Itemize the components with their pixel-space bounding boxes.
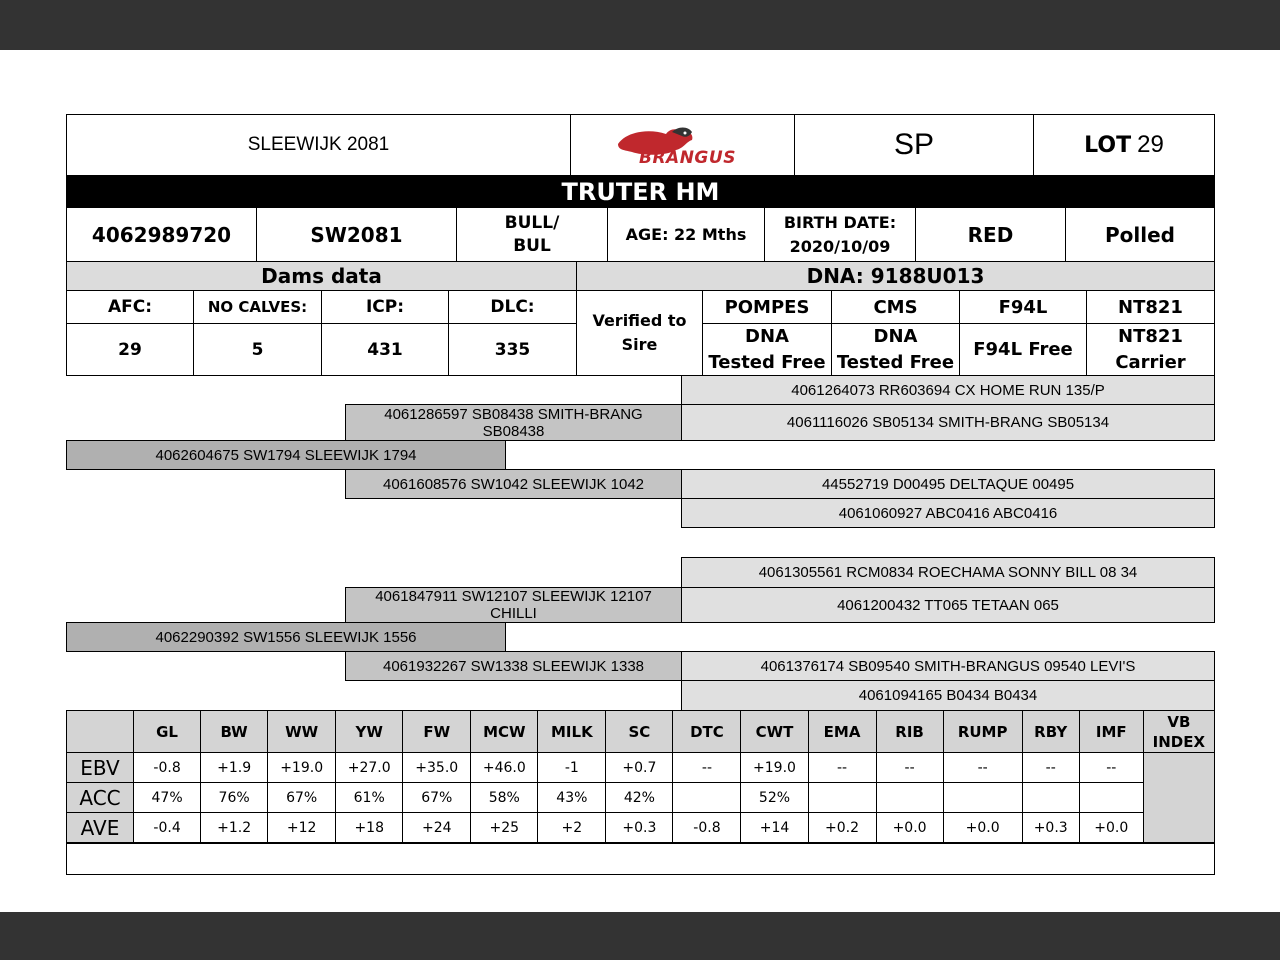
dna-test-name: POMPES [702, 290, 832, 324]
ebv-cell: +19.0 [741, 753, 808, 783]
ave-cell: +18 [336, 813, 403, 843]
acc-cell: 76% [201, 783, 268, 813]
ebv-cell: +0.7 [606, 753, 673, 783]
ebv-cell: -- [943, 753, 1022, 783]
acc-cell: 67% [268, 783, 336, 813]
ave-cell: +0.2 [808, 813, 876, 843]
ebv-col-header: IMF [1079, 711, 1143, 753]
acc-cell: 43% [538, 783, 606, 813]
ebv-col-header: MILK [538, 711, 606, 753]
dna-test-name: F94L [959, 290, 1087, 324]
ave-cell: +0.3 [606, 813, 673, 843]
acc-cell: 67% [403, 783, 471, 813]
vb-index-cell [1143, 753, 1214, 843]
ebv-cell: +19.0 [268, 753, 336, 783]
pedigree-sire: 4062604675 SW1794 SLEEWIJK 1794 [66, 440, 506, 470]
animal-horn: Polled [1065, 207, 1215, 262]
brangus-logo-text: BRANGUS [639, 148, 736, 168]
dna-test-result: DNA Tested Free [702, 323, 832, 376]
ebv-col-header-vb-index: VB INDEX [1143, 711, 1214, 753]
dna-test-result: NT821 Carrier [1086, 323, 1215, 376]
pedigree-sire-sire-sire: 4061264073 RR603694 CX HOME RUN 135/P [681, 375, 1215, 405]
acc-cell: 61% [336, 783, 403, 813]
pedigree-dam-sire-dam: 4061200432 TT065 TETAAN 065 [681, 587, 1215, 623]
ebv-cell: +35.0 [403, 753, 471, 783]
animal-age: AGE: 22 Mths [607, 207, 765, 262]
afc-value: 29 [66, 323, 194, 376]
ebv-row [67, 753, 1215, 783]
lot-label: LOT [1084, 132, 1132, 158]
lot-number: 29 [1137, 131, 1164, 158]
afc-label: AFC: [66, 290, 194, 324]
ave-cell: +12 [268, 813, 336, 843]
ebv-cell: -0.8 [134, 753, 201, 783]
pedigree-sire-sire: 4061286597 SB08438 SMITH-BRANG SB08438 [345, 404, 682, 441]
ebv-col-header: RBY [1022, 711, 1079, 753]
ebv-col-header: DTC [673, 711, 741, 753]
dlc-label: DLC: [448, 290, 577, 324]
ebv-col-header: RIB [876, 711, 943, 753]
ebv-col-header: RUMP [943, 711, 1022, 753]
acc-cell [943, 783, 1022, 813]
ave-cell: +0.0 [876, 813, 943, 843]
pedigree-sire-sire-dam: 4061116026 SB05134 SMITH-BRANG SB05134 [681, 404, 1215, 441]
notes-row [66, 843, 1215, 875]
ave-row [67, 813, 1215, 843]
calves-value: 5 [193, 323, 322, 376]
ave-cell: +1.2 [201, 813, 268, 843]
acc-row-label: ACC [67, 783, 134, 813]
calves-label: NO CALVES: [193, 290, 322, 324]
acc-cell: 42% [606, 783, 673, 813]
ebv-cell: -- [1079, 753, 1143, 783]
ebv-cell: +1.9 [201, 753, 268, 783]
ave-cell: +0.0 [1079, 813, 1143, 843]
animal-sex: BULL/ BUL [456, 207, 608, 262]
pedigree-dam-sire: 4061847911 SW12107 SLEEWIJK 12107 CHILLI [345, 587, 682, 623]
ebv-cell: -1 [538, 753, 606, 783]
ave-cell: +24 [403, 813, 471, 843]
ave-cell: +2 [538, 813, 606, 843]
animal-name: SLEEWIJK 2081 [66, 114, 571, 176]
ebv-col-header: EMA [808, 711, 876, 753]
ebv-col-header: MCW [471, 711, 538, 753]
animal-colour: RED [915, 207, 1066, 262]
pedigree-dam-dam: 4061932267 SW1338 SLEEWIJK 1338 [345, 651, 682, 681]
dlc-value: 335 [448, 323, 577, 376]
pedigree-dam: 4062290392 SW1556 SLEEWIJK 1556 [66, 622, 506, 652]
ave-cell: -0.8 [673, 813, 741, 843]
ave-cell: -0.4 [134, 813, 201, 843]
acc-cell [1022, 783, 1079, 813]
pedigree-sire-dam: 4061608576 SW1042 SLEEWIJK 1042 [345, 469, 682, 499]
acc-row [67, 783, 1215, 813]
acc-cell: 58% [471, 783, 538, 813]
acc-cell [673, 783, 741, 813]
acc-cell: 47% [134, 783, 201, 813]
ebv-cell: -- [808, 753, 876, 783]
acc-cell [808, 783, 876, 813]
ebv-row-label: EBV [67, 753, 134, 783]
icp-value: 431 [321, 323, 449, 376]
lot [1033, 114, 1215, 176]
dna-test-name: NT821 [1086, 290, 1215, 324]
dna-title: DNA: 9188U013 [576, 261, 1215, 291]
icp-label: ICP: [321, 290, 449, 324]
ebv-col-header: FW [403, 711, 471, 753]
ebv-col-header: BW [201, 711, 268, 753]
pedigree-dam-dam-sire: 4061376174 SB09540 SMITH-BRANGUS 09540 LEVI'S [681, 651, 1215, 681]
ebv-col-header: SC [606, 711, 673, 753]
ebv-col-header: YW [336, 711, 403, 753]
ebv-cell: -- [673, 753, 741, 783]
ebv-cell: -- [876, 753, 943, 783]
ave-cell: +25 [471, 813, 538, 843]
ebv-header-row [67, 711, 1215, 753]
ebv-cell: -- [1022, 753, 1079, 783]
bottom-dark-bar [0, 912, 1280, 960]
top-dark-bar [0, 0, 1280, 50]
ave-cell: +14 [741, 813, 808, 843]
animal-tag: SW2081 [256, 207, 457, 262]
dna-test-result: F94L Free [959, 323, 1087, 376]
dams-title: Dams data [66, 261, 577, 291]
ave-row-label: AVE [67, 813, 134, 843]
brangus-logo [570, 114, 795, 176]
dna-test-result: DNA Tested Free [831, 323, 960, 376]
pedigree-sire-dam-sire: 44552719 D00495 DELTAQUE 00495 [681, 469, 1215, 499]
acc-cell: 52% [741, 783, 808, 813]
birth-date: BIRTH DATE: 2020/10/09 [764, 207, 916, 262]
dna-test-name: CMS [831, 290, 960, 324]
pedigree-dam-dam-dam: 4061094165 B0434 B0434 [681, 680, 1215, 711]
pedigree-dam-sire-sire: 4061305561 RCM0834 ROECHAMA SONNY BILL 08 34 [681, 557, 1215, 588]
pedigree-sire-dam-dam: 4061060927 ABC0416 ABC0416 [681, 498, 1215, 528]
ebv-col-header: WW [268, 711, 336, 753]
verified-to-sire: Verified to Sire [576, 290, 703, 376]
acc-cell [876, 783, 943, 813]
ebv-corner [67, 711, 134, 753]
ebv-table [66, 710, 1215, 843]
acc-cell [1079, 783, 1143, 813]
grade: SP [794, 114, 1034, 176]
ave-cell: +0.3 [1022, 813, 1079, 843]
ebv-col-header: GL [134, 711, 201, 753]
ebv-col-header: CWT [741, 711, 808, 753]
ebv-cell: +27.0 [336, 753, 403, 783]
ave-cell: +0.0 [943, 813, 1022, 843]
animal-id: 4062989720 [66, 207, 257, 262]
ebv-cell: +46.0 [471, 753, 538, 783]
breeder-banner: TRUTER HM [66, 175, 1215, 208]
